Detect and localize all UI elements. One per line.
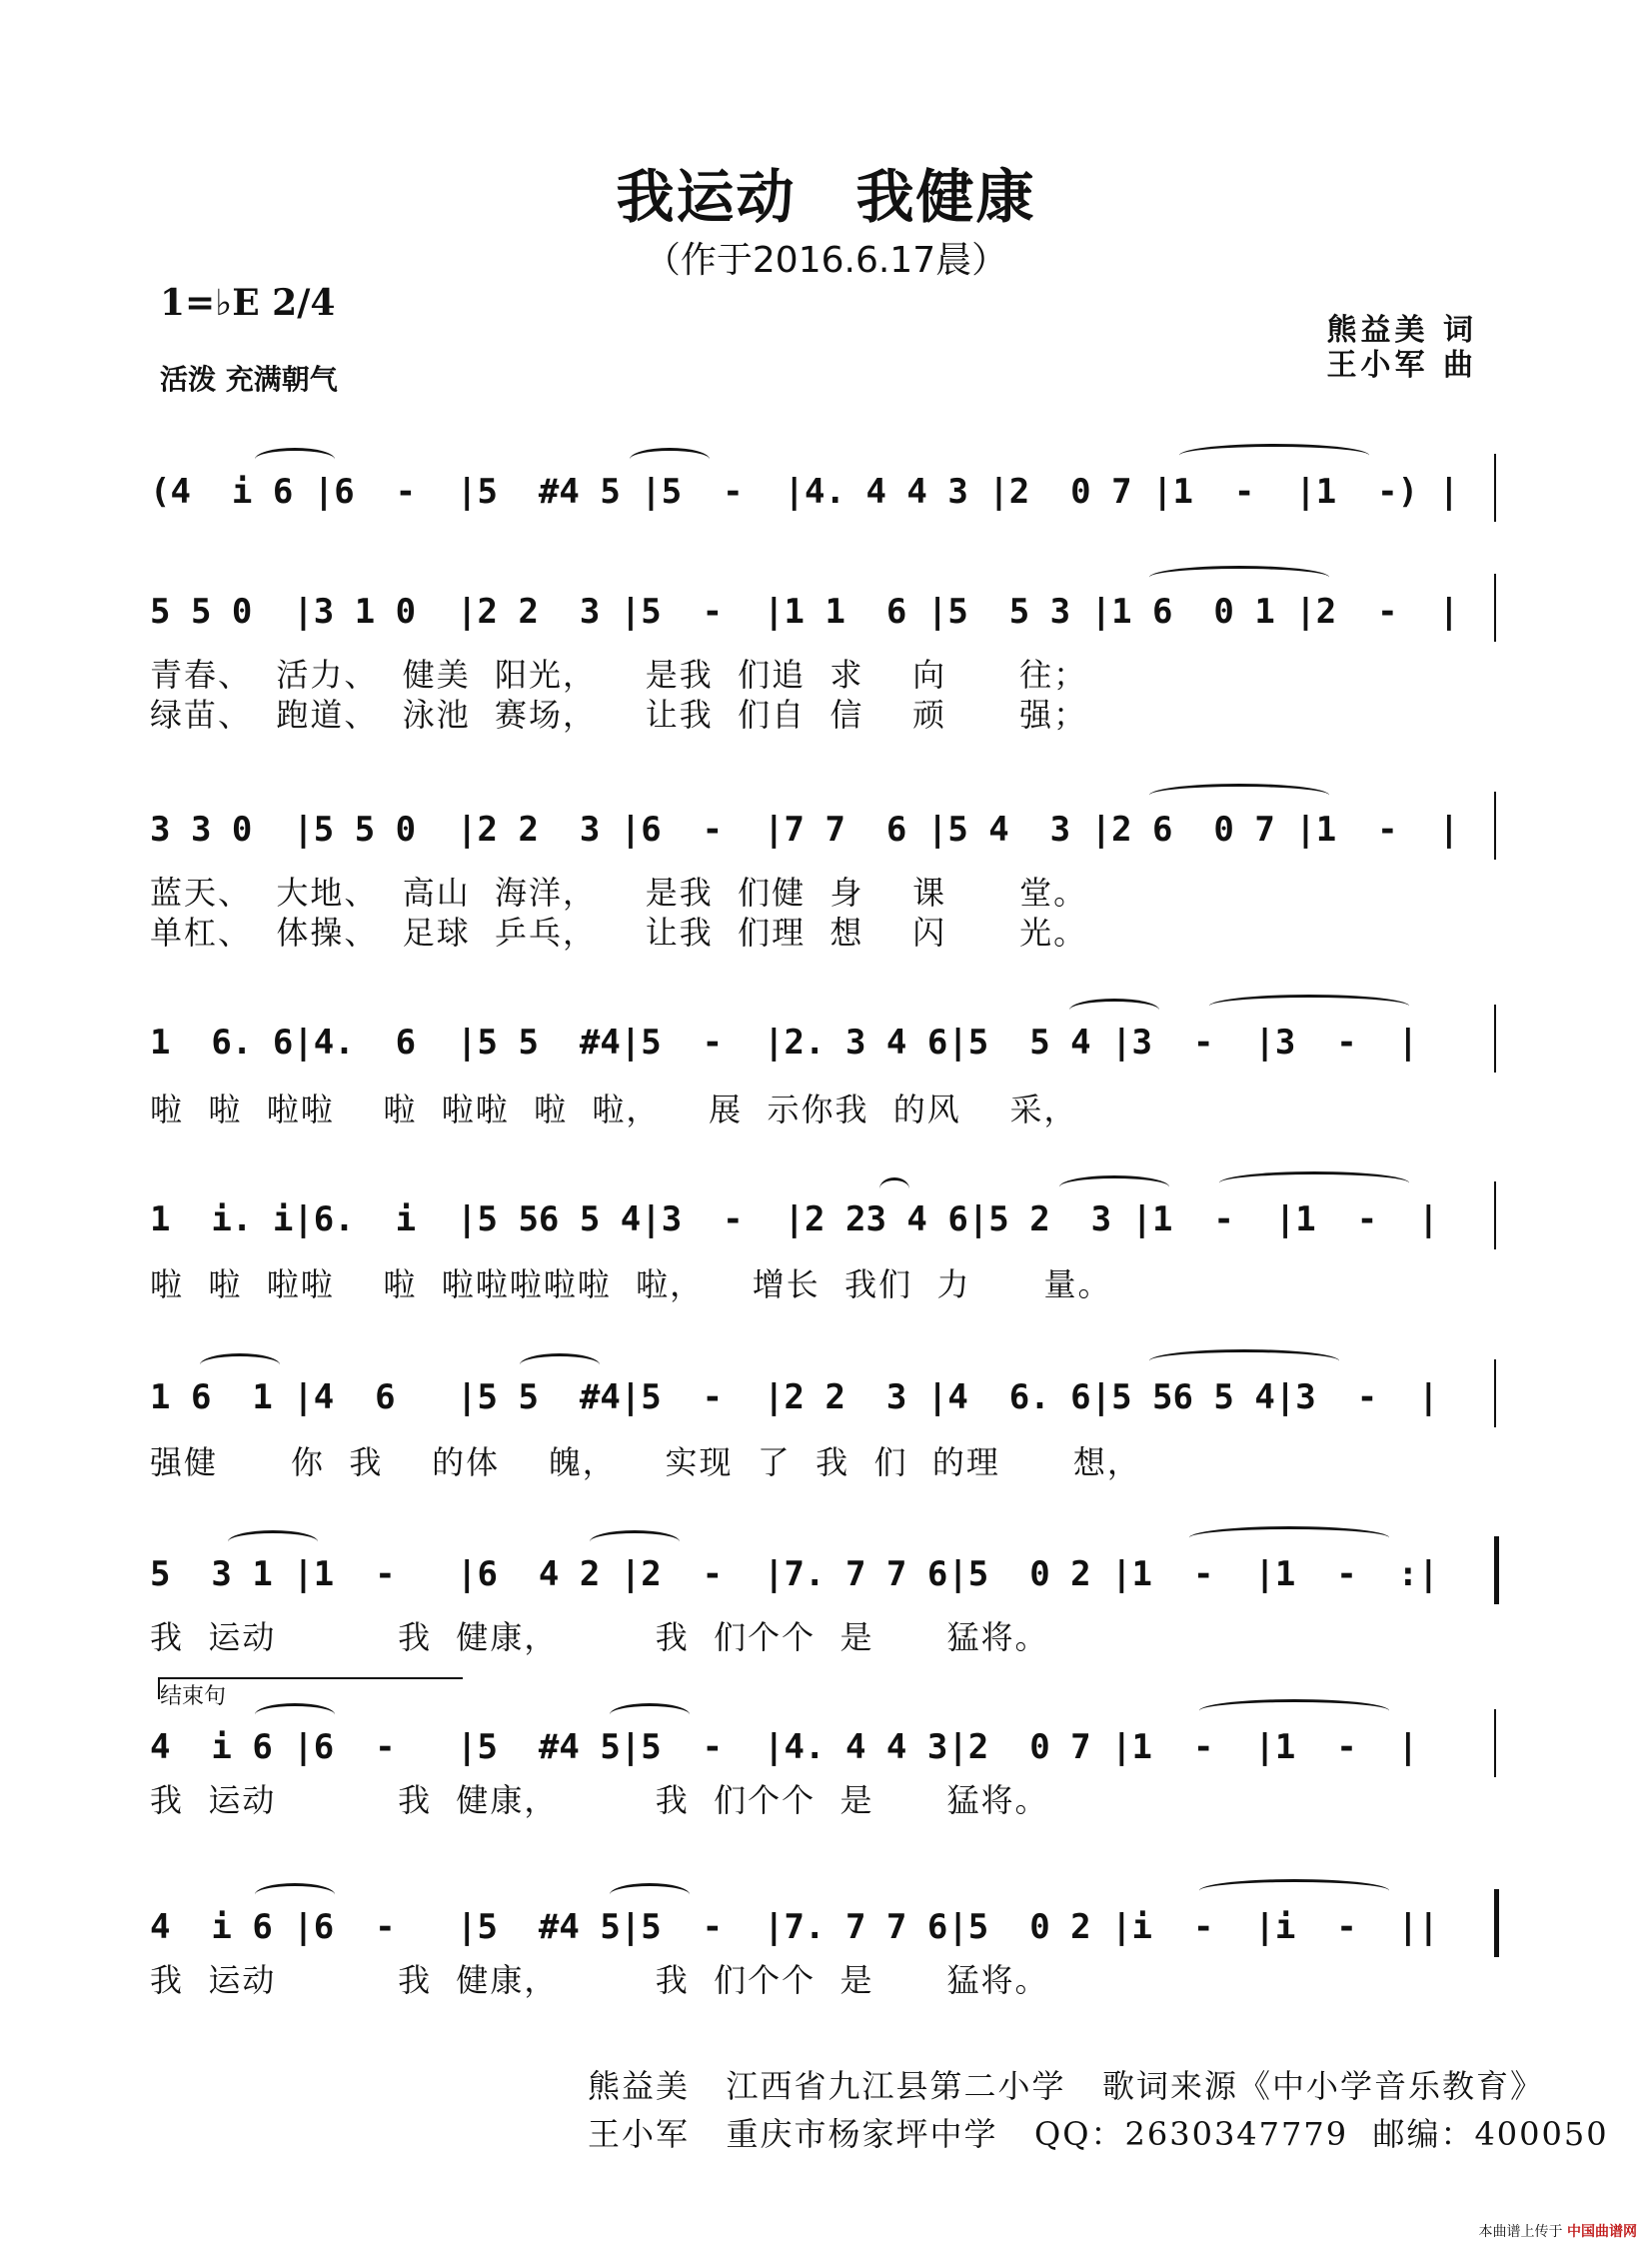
slur bbox=[1069, 999, 1159, 1022]
slur bbox=[1179, 444, 1369, 467]
lyric-verse-1: 蓝天、 大地、 高山 海洋， 是我 们健 身 课 堂。 bbox=[150, 874, 1088, 912]
barline bbox=[1494, 1005, 1496, 1073]
barline bbox=[1494, 574, 1496, 642]
slur bbox=[1149, 566, 1329, 589]
composer-credit: 王小军 曲 bbox=[1326, 348, 1477, 383]
notation-line: 4 i 6 |6 - |5 #4 5|5 - |4. 4 4 3|2 0 7 |1 - |1 - | bbox=[150, 1727, 1419, 1767]
slur bbox=[590, 1530, 680, 1553]
footer-lyricist-info: 熊益美 江西省九江县第二小学 歌词来源《中小学音乐教育》 bbox=[588, 2067, 1545, 2105]
lyric-line: 啦 啦 啦啦 啦 啦啦 啦 啦， 展 示你我 的风 采， bbox=[150, 1091, 1078, 1128]
upload-note-text: 本曲谱上传于 bbox=[1478, 2224, 1563, 2240]
slur bbox=[630, 448, 710, 471]
slur bbox=[610, 1703, 690, 1726]
slur bbox=[1059, 1175, 1169, 1198]
slur bbox=[1149, 1349, 1339, 1372]
song-title: 我运动 我健康 bbox=[616, 163, 1036, 231]
tempo-marking: 活泼 充满朝气 bbox=[160, 363, 338, 396]
notation-line: 1 i. i|6. i |5 56 5 4|3 - |2 23 4 6|5 2 3 |1 - |1 - | bbox=[150, 1199, 1439, 1239]
notation-line: 3 3 0 |5 5 0 |2 2 3 |6 - |7 7 6 |5 4 3 |2 6 0 7 |1 - | bbox=[150, 810, 1460, 850]
lyric-verse-2: 单杠、 体操、 足球 乒乓， 让我 们理 想 闪 光。 bbox=[150, 914, 1088, 952]
lyric-verse-1: 青春、 活力、 健美 阳光， 是我 们追 求 向 往； bbox=[150, 656, 1088, 694]
notation-line: (4 i 6 |6 - |5 #4 5 |5 - |4. 4 4 3 |2 0 7 |1 - |1 -) | bbox=[150, 472, 1460, 512]
lyric-line: 强健 你 我 的体 魄， 实现 了 我 们 的理 想， bbox=[150, 1443, 1141, 1481]
slur bbox=[1219, 1171, 1409, 1194]
coda-label: 结束句 bbox=[160, 1684, 227, 1709]
slur bbox=[1199, 1699, 1389, 1722]
barline bbox=[1494, 1359, 1496, 1427]
notation-line: 1 6. 6|4. 6 |5 5 #4|5 - |2. 3 4 6|5 5 4 |3 - |3 - | bbox=[150, 1023, 1419, 1063]
lyric-line: 我 运动 我 健康， 我 们个个 是 猛将。 bbox=[150, 1961, 1049, 1999]
slur bbox=[879, 1177, 909, 1200]
slur bbox=[1199, 1879, 1389, 1902]
lyric-line: 啦 啦 啦啦 啦 啦啦啦啦啦 啦， 增长 我们 力 量。 bbox=[150, 1265, 1112, 1303]
lyricist-credit: 熊益美 词 bbox=[1326, 313, 1477, 348]
slur bbox=[255, 1883, 335, 1906]
barline bbox=[1494, 1709, 1496, 1777]
notation-line: 5 5 0 |3 1 0 |2 2 3 |5 - |1 1 6 |5 5 3 |1 6 0 1 |2 - | bbox=[150, 592, 1460, 632]
slur bbox=[520, 1353, 600, 1376]
lyric-line: 我 运动 我 健康， 我 们个个 是 猛将。 bbox=[150, 1781, 1049, 1819]
lyric-line: 我 运动 我 健康， 我 们个个 是 猛将。 bbox=[150, 1618, 1049, 1656]
slur bbox=[228, 1530, 318, 1553]
barline bbox=[1494, 792, 1496, 860]
slur bbox=[255, 448, 335, 471]
key-signature: 1=♭E 2/4 bbox=[160, 282, 336, 324]
song-subtitle: （作于2016.6.17晨） bbox=[644, 240, 1008, 281]
notation-line: 4 i 6 |6 - |5 #4 5|5 - |7. 7 7 6|5 0 2 |i - |i - || bbox=[150, 1907, 1439, 1947]
notation-line: 5 3 1 |1 - |6 4 2 |2 - |7. 7 7 6|5 0 2 |1 - |1 - :| bbox=[150, 1554, 1439, 1594]
repeat-barline bbox=[1494, 1536, 1499, 1604]
barline bbox=[1494, 454, 1496, 522]
slur bbox=[200, 1353, 280, 1376]
slur bbox=[1189, 1526, 1389, 1549]
footer-composer-info: 王小军 重庆市杨家坪中学 QQ：2630347779 邮编：400050 bbox=[588, 2115, 1609, 2153]
slur bbox=[610, 1883, 690, 1906]
slur bbox=[1209, 995, 1409, 1018]
site-logo: 中国曲谱网 bbox=[1567, 2224, 1637, 2240]
notation-line: 1 6 1 |4 6 |5 5 #4|5 - |2 2 3 |4 6. 6|5 56 5 4|3 - | bbox=[150, 1377, 1439, 1417]
barline bbox=[1494, 1181, 1496, 1249]
final-barline bbox=[1494, 1889, 1499, 1957]
lyric-verse-2: 绿苗、 跑道、 泳池 赛场， 让我 们自 信 顽 强； bbox=[150, 696, 1088, 734]
upload-note bbox=[1479, 2221, 1637, 2241]
slur bbox=[255, 1703, 335, 1726]
slur bbox=[1149, 784, 1329, 807]
